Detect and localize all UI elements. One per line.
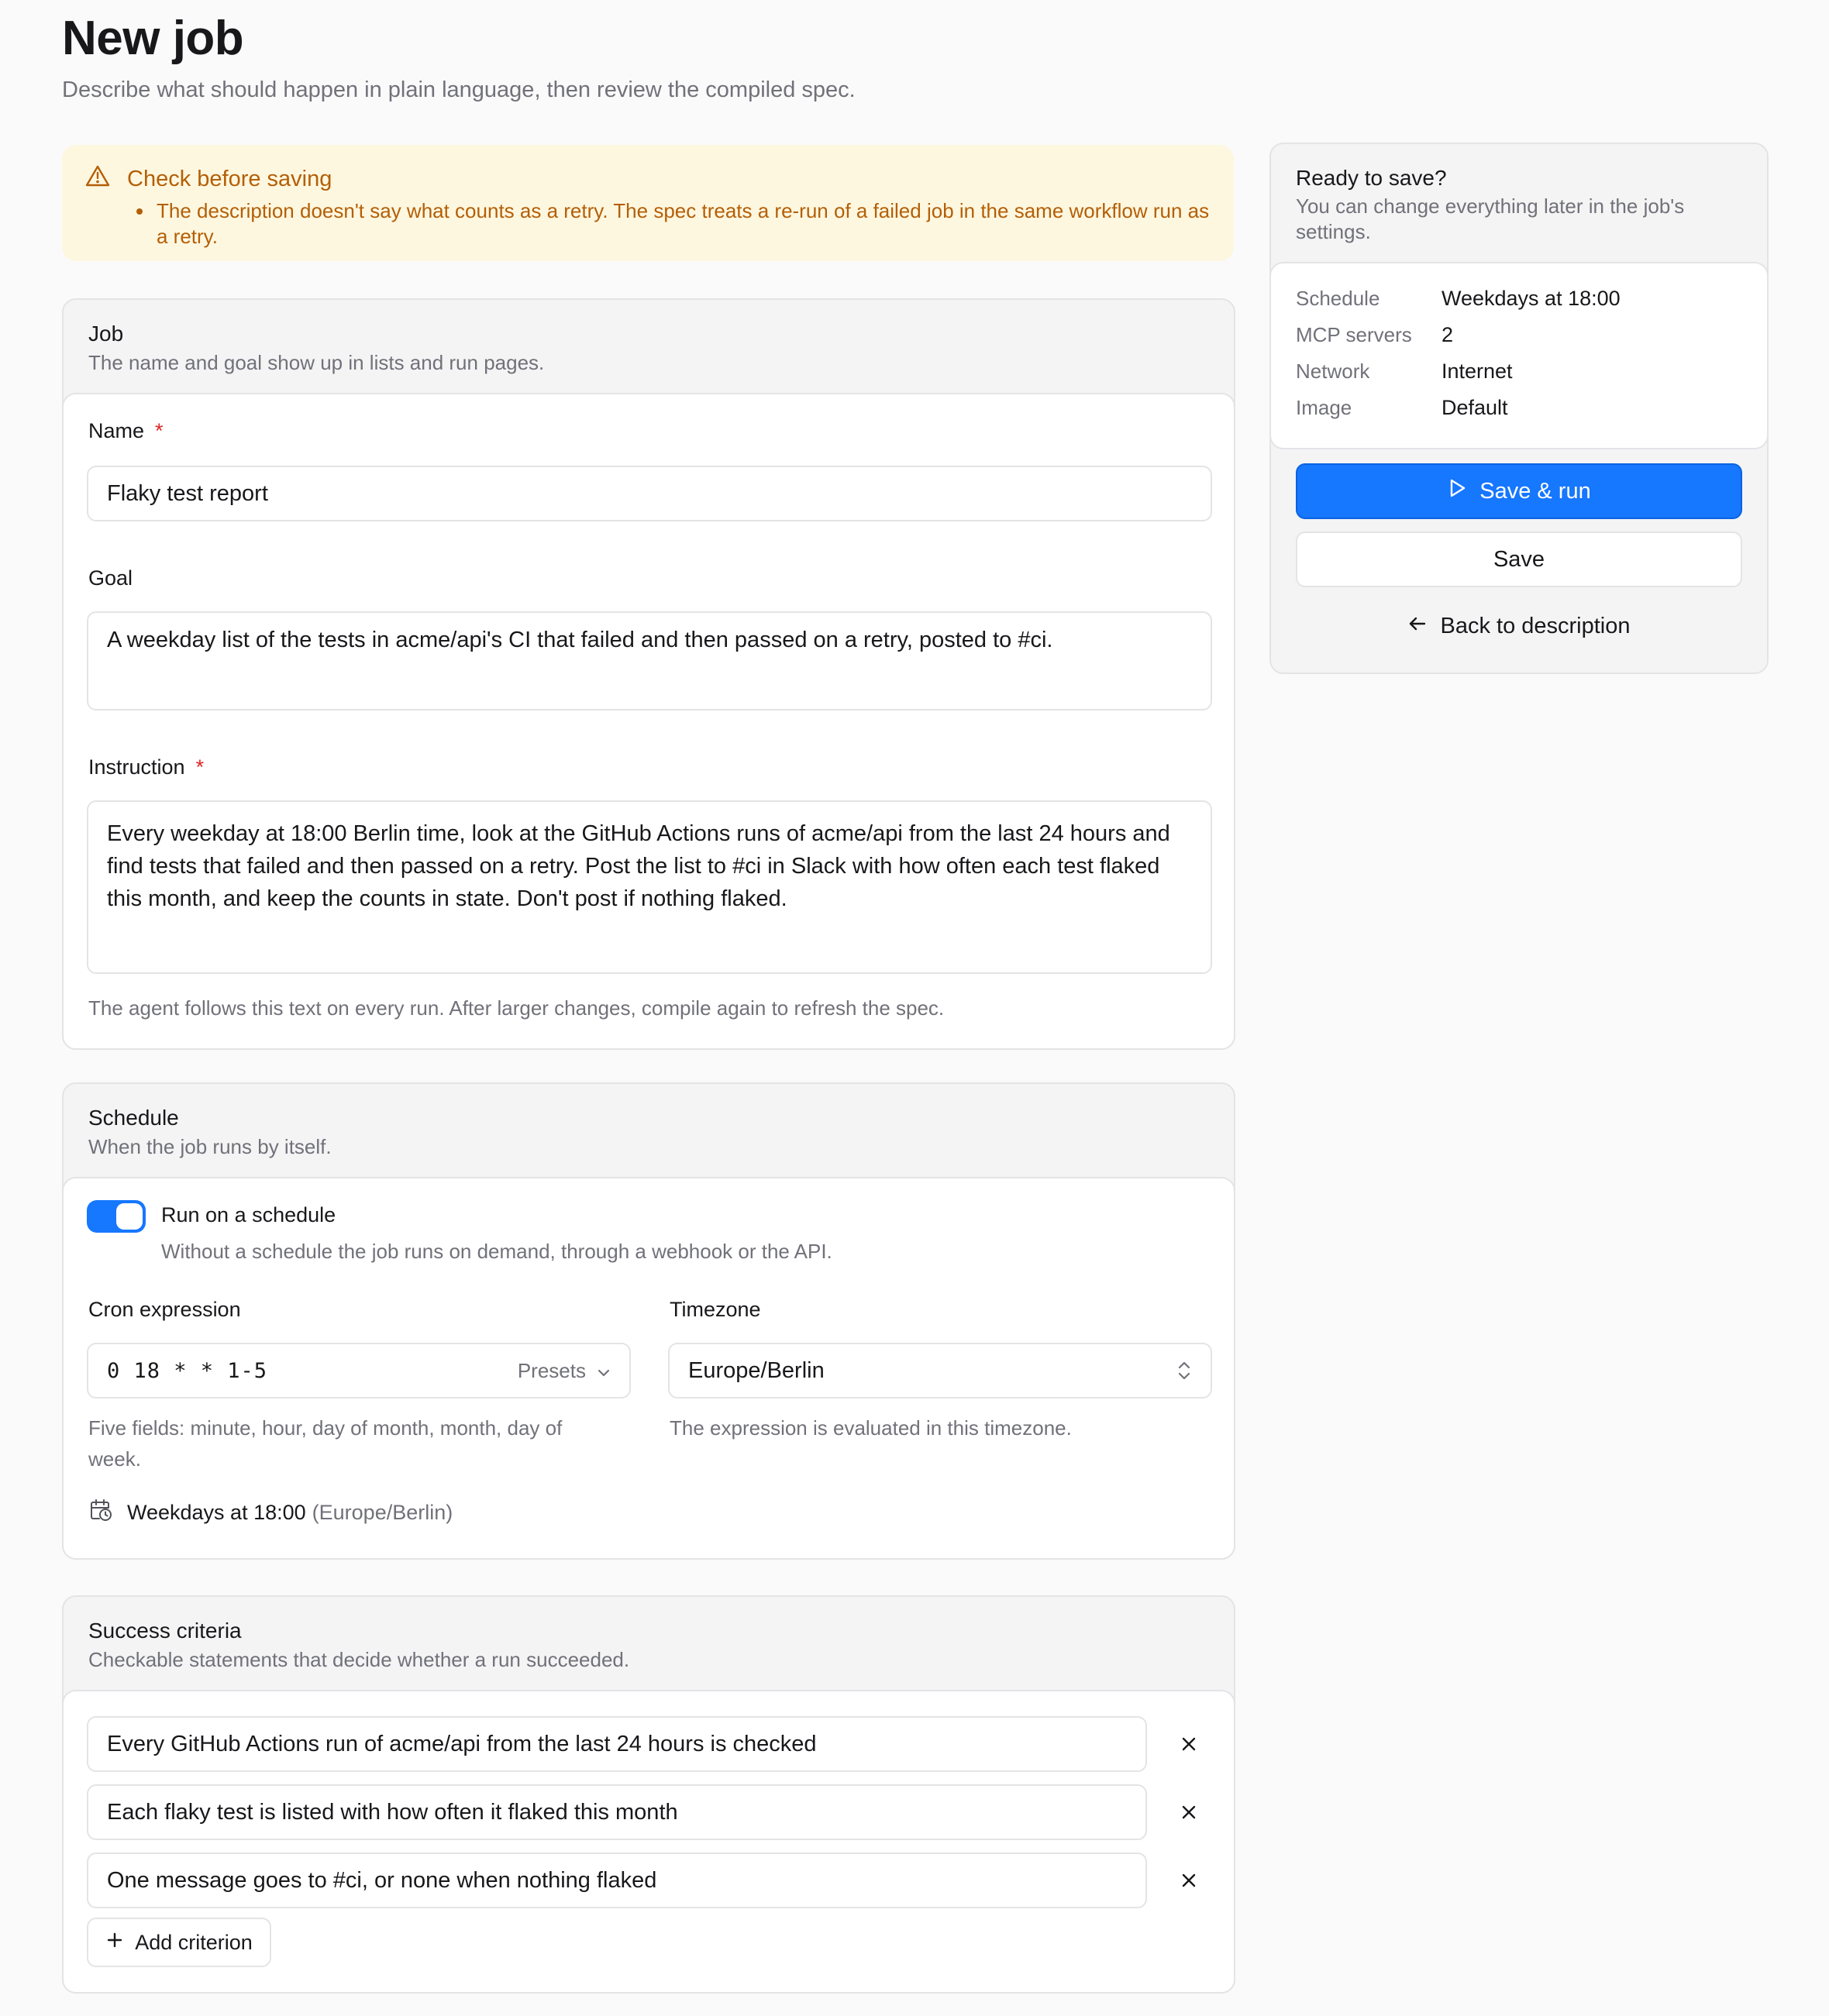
remove-criterion-close-icon[interactable] bbox=[1173, 1797, 1204, 1828]
summary-value: Weekdays at 18:00 bbox=[1442, 287, 1621, 310]
summary-value: Default bbox=[1442, 396, 1508, 419]
save-and-run-label: Save & run bbox=[1479, 478, 1591, 504]
goal-textarea-value: A weekday list of the tests in acme/api's CI that failed and then passed on a retry, posted to #ci. bbox=[107, 628, 1053, 652]
chevron-up-down-icon bbox=[1176, 1359, 1192, 1382]
back-to-description-label: Back to description bbox=[1440, 613, 1631, 638]
criterion-input[interactable] bbox=[87, 1853, 1147, 1908]
toggle-label: Run on a schedule bbox=[161, 1203, 336, 1226]
success-criteria-card bbox=[62, 1595, 1235, 1994]
alert-item-text: The description doesn't say what counts as a retry. The spec treats a re-run of a failed job in the same workflow run as a retry. bbox=[157, 199, 1210, 248]
add-criterion-label: Add criterion bbox=[135, 1930, 253, 1954]
criterion-input[interactable] bbox=[87, 1784, 1147, 1840]
timezone-label: Timezone bbox=[670, 1298, 761, 1321]
save-and-run-button[interactable] bbox=[1296, 463, 1742, 519]
timezone-select[interactable] bbox=[668, 1343, 1212, 1398]
required-marker: * bbox=[195, 755, 205, 779]
calendar-clock-icon bbox=[88, 1498, 113, 1528]
alert-item bbox=[152, 198, 1211, 249]
name-input-value: Flaky test report bbox=[107, 480, 268, 506]
instruction-help: The agent follows this text on every run. After larger changes, compile again to refresh the spec. bbox=[88, 996, 945, 1020]
name-label-text: Name bbox=[88, 419, 145, 442]
schedule-summary-text: Weekdays at 18:00 bbox=[127, 1501, 306, 1524]
instruction-label bbox=[88, 755, 204, 779]
panel-title: Ready to save? bbox=[1296, 166, 1447, 190]
add-criterion-button[interactable] bbox=[87, 1918, 271, 1967]
cron-input-value: 0 18 * * 1-5 bbox=[107, 1358, 268, 1383]
remove-criterion-close-icon[interactable] bbox=[1173, 1729, 1204, 1760]
chevron-down-icon bbox=[597, 1359, 611, 1383]
job-card-title: Job bbox=[88, 322, 124, 346]
schedule-card-title: Schedule bbox=[88, 1106, 179, 1130]
arrow-left-icon bbox=[1407, 614, 1428, 639]
goal-label: Goal bbox=[88, 566, 133, 590]
alert-header bbox=[85, 164, 1211, 194]
plus-icon bbox=[105, 1931, 124, 1955]
play-icon bbox=[1447, 477, 1467, 505]
goal-textarea[interactable] bbox=[87, 611, 1212, 710]
job-card bbox=[62, 298, 1235, 1050]
cron-label: Cron expression bbox=[88, 1298, 241, 1321]
job-card-body bbox=[62, 393, 1235, 1050]
toggle-help: Without a schedule the job runs on demand, through a webhook or the API. bbox=[161, 1240, 832, 1263]
timezone-help: The expression is evaluated in this timezone. bbox=[670, 1416, 1072, 1440]
summary-key: Schedule bbox=[1296, 287, 1380, 310]
alert-title: Check before saving bbox=[127, 166, 332, 191]
cron-input[interactable] bbox=[87, 1343, 631, 1398]
schedule-card-body bbox=[62, 1177, 1235, 1560]
criterion-input-value: Each flaky test is listed with how often it flaked this month bbox=[107, 1799, 678, 1825]
cron-help: Five fields: minute, hour, day of month, month, day of week. bbox=[88, 1416, 563, 1471]
save-button[interactable] bbox=[1296, 532, 1742, 587]
schedule-summary bbox=[88, 1498, 453, 1528]
panel-description: You can change everything later in the job's settings. bbox=[1296, 194, 1685, 243]
criterion-input[interactable] bbox=[87, 1716, 1147, 1772]
bullet-icon bbox=[136, 208, 143, 215]
required-marker: * bbox=[155, 419, 164, 442]
summary-value: Internet bbox=[1442, 360, 1513, 383]
name-input[interactable] bbox=[87, 466, 1212, 521]
save-label: Save bbox=[1493, 546, 1545, 572]
criterion-input-value: Every GitHub Actions run of acme/api from the last 24 hours is checked bbox=[107, 1731, 817, 1756]
schedule-card bbox=[62, 1082, 1235, 1560]
check-before-saving-alert bbox=[62, 145, 1234, 261]
warning-triangle-icon bbox=[85, 164, 110, 194]
ready-to-save-panel bbox=[1269, 143, 1769, 674]
presets-dropdown[interactable] bbox=[518, 1359, 611, 1383]
presets-label: Presets bbox=[517, 1358, 586, 1382]
instruction-textarea-value: Every weekday at 18:00 Berlin time, look at the GitHub Actions runs of acme/api from the last 24 hours and find tests that failed and then passed on a retry. Post the list to #ci in Slack with how often each test flaked this month, and keep the counts in state. Don't post if nothing flaked. bbox=[107, 821, 1170, 911]
summary-key: Image bbox=[1296, 396, 1352, 419]
schedule-card-description: When the job runs by itself. bbox=[88, 1135, 332, 1158]
name-label bbox=[88, 419, 164, 443]
summary-value: 2 bbox=[1442, 323, 1454, 346]
criteria-card-body bbox=[62, 1690, 1235, 1994]
schedule-summary-timezone: (Europe/Berlin) bbox=[312, 1501, 453, 1524]
page-subtitle: Describe what should happen in plain language, then review the compiled spec. bbox=[62, 77, 856, 102]
job-summary bbox=[1269, 262, 1769, 449]
instruction-textarea[interactable] bbox=[87, 800, 1212, 974]
criteria-card-title: Success criteria bbox=[88, 1619, 242, 1643]
summary-key: Network bbox=[1296, 360, 1370, 383]
toggle-knob bbox=[116, 1203, 143, 1230]
job-card-description: The name and goal show up in lists and run pages. bbox=[88, 351, 545, 374]
remove-criterion-close-icon[interactable] bbox=[1173, 1865, 1204, 1896]
criterion-input-value: One message goes to #ci, or none when nothing flaked bbox=[107, 1867, 657, 1893]
summary-key: MCP servers bbox=[1296, 323, 1412, 346]
instruction-label-text: Instruction bbox=[88, 755, 185, 779]
timezone-select-value: Europe/Berlin bbox=[688, 1357, 825, 1383]
page-title: New job bbox=[62, 12, 244, 65]
criteria-card-description: Checkable statements that decide whether a run succeeded. bbox=[88, 1648, 630, 1671]
back-to-description-button[interactable] bbox=[1296, 604, 1742, 648]
run-on-schedule-toggle[interactable] bbox=[87, 1200, 146, 1233]
